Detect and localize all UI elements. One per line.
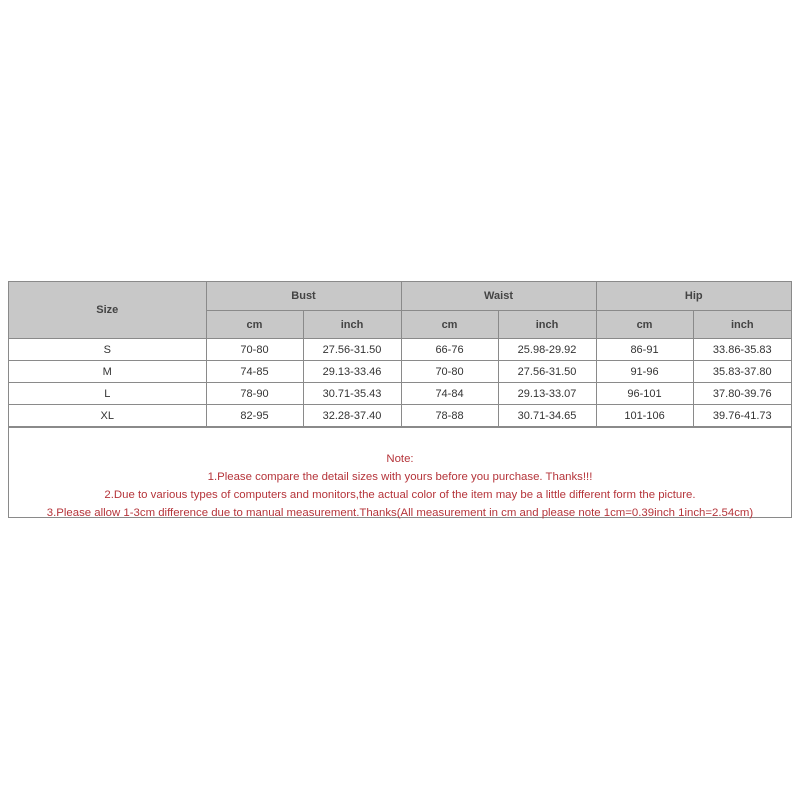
notes-section bbox=[9, 427, 791, 517]
waist-group-header: Waist bbox=[401, 282, 596, 311]
table-cell: 29.13-33.46 bbox=[303, 361, 401, 383]
note-line-1: 1.Please compare the detail sizes with yours before you purchase. Thanks!!! bbox=[207, 471, 593, 483]
table-cell: 82-95 bbox=[206, 405, 303, 427]
size-cell: S bbox=[9, 339, 206, 361]
note-title: Note: bbox=[386, 453, 414, 465]
hip-group-header: Hip bbox=[596, 282, 791, 311]
table-cell: 30.71-35.43 bbox=[303, 383, 401, 405]
table-cell: 25.98-29.92 bbox=[498, 339, 596, 361]
size-cell: XL bbox=[9, 405, 206, 427]
size-column-header: Size bbox=[9, 282, 206, 339]
table-cell: 78-88 bbox=[401, 405, 498, 427]
table-cell: 27.56-31.50 bbox=[498, 361, 596, 383]
unit-header: inch bbox=[693, 311, 791, 339]
note-line-3: 3.Please allow 1-3cm difference due to manual measurement.Thanks(All measurement in cm and please note 1cm=0.39inch 1inch=2.54cm) bbox=[46, 507, 754, 519]
size-table bbox=[9, 282, 791, 427]
table-cell: 37.80-39.76 bbox=[693, 383, 791, 405]
table-cell: 78-90 bbox=[206, 383, 303, 405]
unit-header: inch bbox=[303, 311, 401, 339]
table-cell: 29.13-33.07 bbox=[498, 383, 596, 405]
unit-header: inch bbox=[498, 311, 596, 339]
table-cell: 27.56-31.50 bbox=[303, 339, 401, 361]
size-cell: M bbox=[9, 361, 206, 383]
table-cell: 70-80 bbox=[206, 339, 303, 361]
note-line-2: 2.Due to various types of computers and monitors,the actual color of the item may be a little different form the picture. bbox=[104, 489, 696, 501]
table-cell: 32.28-37.40 bbox=[303, 405, 401, 427]
table-row bbox=[9, 361, 791, 383]
size-chart bbox=[8, 281, 792, 518]
table-cell: 74-85 bbox=[206, 361, 303, 383]
table-cell: 66-76 bbox=[401, 339, 498, 361]
size-cell: L bbox=[9, 383, 206, 405]
table-cell: 70-80 bbox=[401, 361, 498, 383]
table-cell: 96-101 bbox=[596, 383, 693, 405]
unit-header: cm bbox=[401, 311, 498, 339]
table-cell: 35.83-37.80 bbox=[693, 361, 791, 383]
table-row bbox=[9, 405, 791, 427]
table-cell: 74-84 bbox=[401, 383, 498, 405]
table-cell: 39.76-41.73 bbox=[693, 405, 791, 427]
table-cell: 86-91 bbox=[596, 339, 693, 361]
unit-header: cm bbox=[206, 311, 303, 339]
table-cell: 101-106 bbox=[596, 405, 693, 427]
unit-header: cm bbox=[596, 311, 693, 339]
table-cell: 30.71-34.65 bbox=[498, 405, 596, 427]
bust-group-header: Bust bbox=[206, 282, 401, 311]
table-header-row bbox=[9, 282, 791, 311]
table-cell: 33.86-35.83 bbox=[693, 339, 791, 361]
table-row bbox=[9, 383, 791, 405]
table-row bbox=[9, 339, 791, 361]
table-cell: 91-96 bbox=[596, 361, 693, 383]
